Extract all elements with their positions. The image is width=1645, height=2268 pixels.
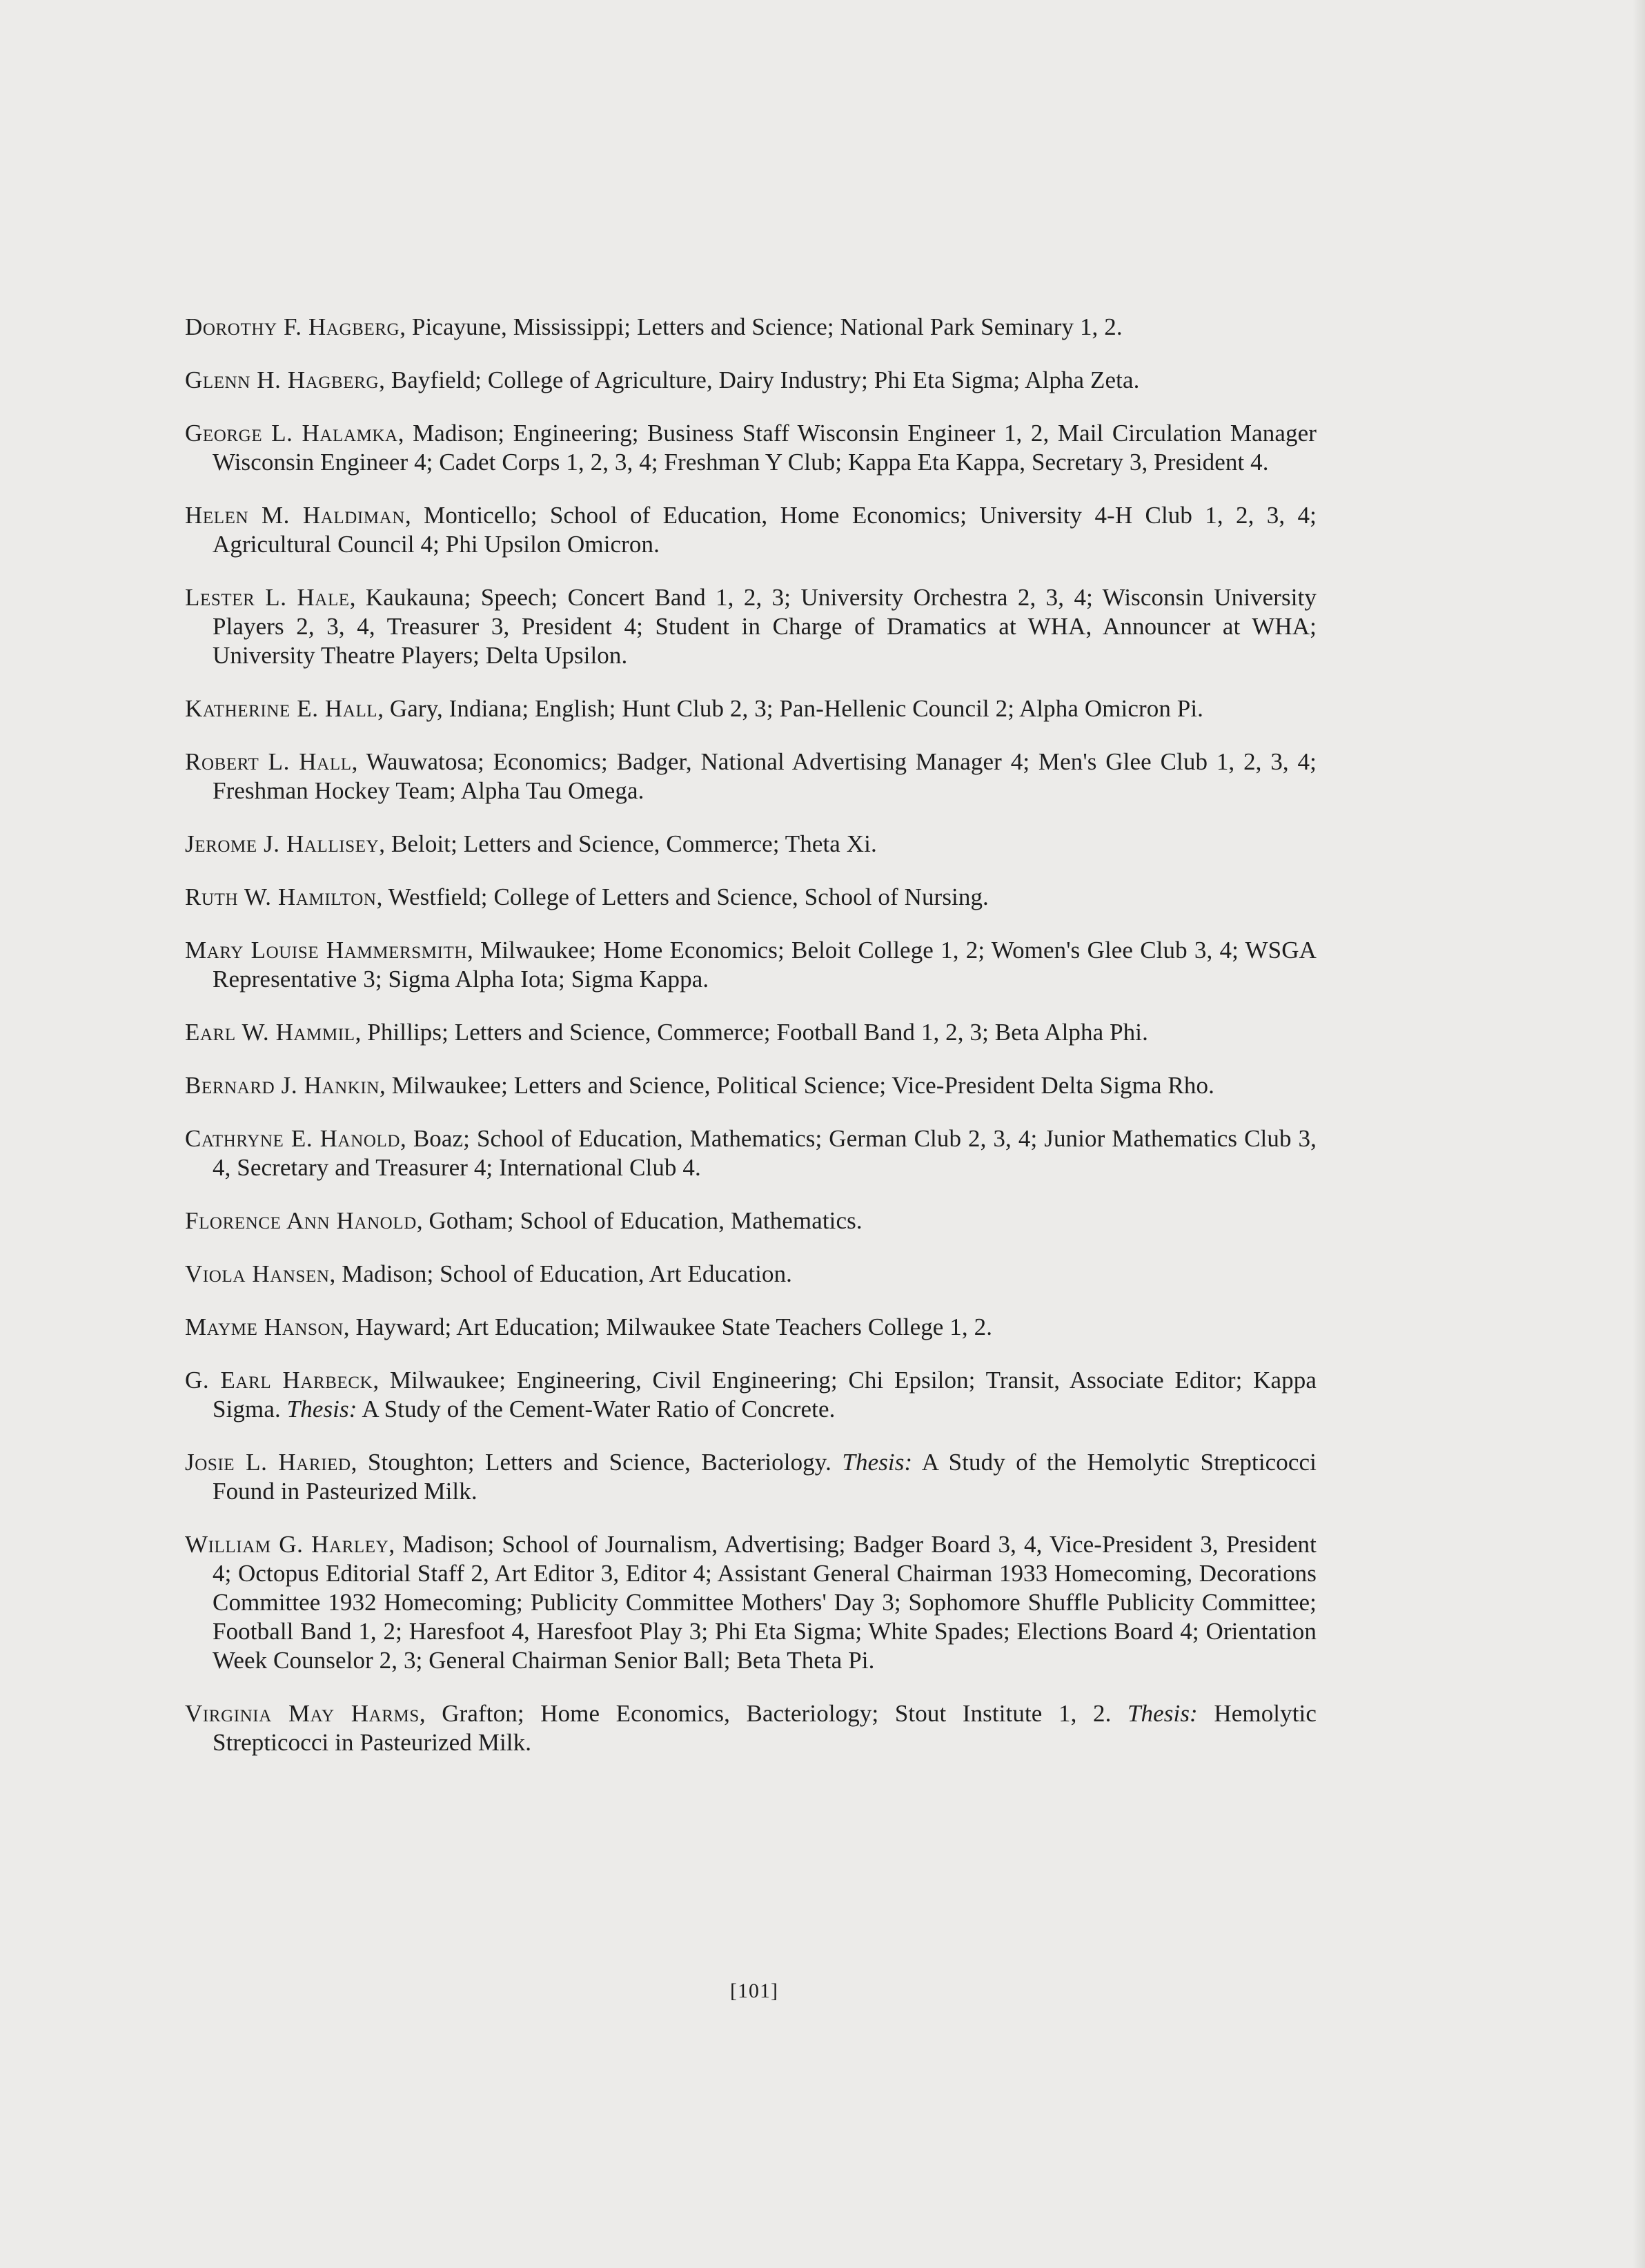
senior-entry	[185, 501, 1317, 559]
senior-entry	[185, 583, 1317, 670]
senior-entry	[185, 747, 1317, 805]
senior-name: Helen M. Haldiman	[185, 502, 405, 529]
senior-name: William G. Harley	[185, 1531, 389, 1558]
senior-name: Josie L. Haried	[185, 1449, 351, 1476]
senior-entry	[185, 1530, 1317, 1675]
senior-name: Mayme Hanson	[185, 1313, 344, 1340]
senior-details: , Gary, Indiana; English; Hunt Club 2, 3; Pan-Hellenic Council 2; Alpha Omicron Pi.	[377, 695, 1204, 722]
senior-entry	[185, 419, 1317, 477]
senior-entry	[185, 1260, 1317, 1289]
thesis-title: A Study of the Cement-Water Ratio of Concrete.	[357, 1396, 836, 1423]
senior-entry	[185, 1366, 1317, 1424]
senior-details: , Picayune, Mississippi; Letters and Science; National Park Seminary 1, 2.	[400, 313, 1123, 340]
thesis-title: A Study of the Hemolytic Strepticocci Found in Pasteurized Milk.	[213, 1449, 1317, 1505]
senior-details: , Milwaukee; Letters and Science, Political Science; Vice-President Delta Sigma Rho.	[380, 1072, 1214, 1099]
senior-details: , Grafton; Home Economics, Bacteriology; Stout Institute 1, 2.	[419, 1700, 1127, 1727]
senior-details: , Madison; Engineering; Business Staff Wisconsin Engineer 1, 2, Mail Circulation Manager Wisconsin Engineer 4; Cadet Corps 1, 2, 3, 4; Freshman Y Club; Kappa Eta Kappa, Secretary 3, President 4.	[213, 420, 1317, 476]
senior-name: Jerome J. Hallisey	[185, 830, 380, 857]
senior-details: , Madison; School of Journalism, Advertising; Badger Board 3, 4, Vice-President 3, President 4; Octopus Editorial Staff 2, Art Editor 3, Editor 4; Assistant General Chairman 1933 Homecoming, Decorations Committee 1932 Homecoming; Publicity Committee Mothers' Day 3; Sophomore Shuffle Publicity Committee; Football Band 1, 2; Haresfoot 4, Haresfoot Play 3; Phi Eta Sigma; White Spades; Elections Board 4; Orientation Week Counselor 2, 3; General Chairman Senior Ball; Beta Theta Pi.	[213, 1531, 1317, 1674]
senior-entry	[185, 1018, 1317, 1047]
senior-details: , Stoughton; Letters and Science, Bacteriology.	[351, 1449, 843, 1476]
thesis-title: Hemolytic Strepticocci in Pasteurized Milk.	[213, 1700, 1317, 1756]
senior-details: , Bayfield; College of Agriculture, Dairy Industry; Phi Eta Sigma; Alpha Zeta.	[379, 366, 1140, 393]
senior-entry	[185, 1699, 1317, 1757]
senior-name: Mary Louise Hammersmith	[185, 937, 468, 964]
senior-name: Katherine E. Hall	[185, 695, 378, 722]
senior-details: , Milwaukee; Home Economics; Beloit College 1, 2; Women's Glee Club 3, 4; WSGA Representative 3; Sigma Alpha Iota; Sigma Kappa.	[213, 937, 1317, 993]
senior-details: , Westfield; College of Letters and Science, School of Nursing.	[376, 883, 989, 910]
thesis-label: Thesis:	[286, 1396, 357, 1423]
senior-details: , Monticello; School of Education, Home Economics; University 4-H Club 1, 2, 3, 4; Agricultural Council 4; Phi Upsilon Omicron.	[213, 502, 1317, 558]
senior-name: Earl W. Hammil	[185, 1019, 355, 1046]
senior-details: , Kaukauna; Speech; Concert Band 1, 2, 3; University Orchestra 2, 3, 4; Wisconsin University Players 2, 3, 4, Treasurer 3, President 4; Student in Charge of Dramatics at WHA, Announcer at WHA; University Theatre Players; Delta Upsilon.	[213, 584, 1317, 669]
senior-name: Glenn H. Hagberg	[185, 366, 380, 393]
senior-name: G. Earl Harbeck	[185, 1367, 373, 1394]
senior-entry	[185, 694, 1317, 723]
senior-name: Bernard J. Hankin	[185, 1072, 380, 1099]
senior-name: Ruth W. Hamilton	[185, 883, 377, 910]
senior-details: , Beloit; Letters and Science, Commerce; Theta Xi.	[379, 830, 877, 857]
senior-details: , Boaz; School of Education, Mathematics; German Club 2, 3, 4; Junior Mathematics Club 3, 4, Secretary and Treasurer 4; International Club 4.	[213, 1125, 1317, 1181]
senior-entry	[185, 1071, 1317, 1100]
senior-name: Virginia May Harms	[185, 1700, 420, 1727]
senior-entries-list	[185, 289, 1317, 1771]
senior-name: Florence Ann Hanold	[185, 1207, 417, 1234]
senior-entry	[185, 1448, 1317, 1506]
senior-entry	[185, 1206, 1317, 1235]
senior-entry	[185, 883, 1317, 912]
senior-entry	[185, 1124, 1317, 1182]
senior-name: George L. Halamka	[185, 420, 398, 447]
page-number: [101]	[730, 1979, 778, 2002]
senior-entry	[185, 313, 1317, 342]
senior-name: Robert L. Hall	[185, 748, 352, 775]
senior-details: , Hayward; Art Education; Milwaukee State Teachers College 1, 2.	[343, 1313, 993, 1340]
senior-details: , Wauwatosa; Economics; Badger, National Advertising Manager 4; Men's Glee Club 1, 2, 3, 4; Freshman Hockey Team; Alpha Tau Omega.	[213, 748, 1317, 804]
thesis-label: Thesis:	[1127, 1700, 1198, 1727]
senior-entry	[185, 830, 1317, 859]
page-edge-shadow	[1633, 0, 1645, 2268]
senior-details: , Gotham; School of Education, Mathematics.	[416, 1207, 863, 1234]
senior-entry	[185, 366, 1317, 395]
senior-details: , Madison; School of Education, Art Education.	[329, 1260, 793, 1287]
senior-entry	[185, 936, 1317, 994]
senior-name: Viola Hansen	[185, 1260, 330, 1287]
senior-details: , Milwaukee; Engineering, Civil Engineering; Chi Epsilon; Transit, Associate Editor; Kappa Sigma.	[213, 1367, 1317, 1423]
senior-name: Dorothy F. Hagberg	[185, 313, 400, 340]
thesis-label: Thesis:	[842, 1449, 913, 1476]
senior-entry	[185, 1313, 1317, 1342]
senior-details: , Phillips; Letters and Science, Commerce; Football Band 1, 2, 3; Beta Alpha Phi.	[355, 1019, 1148, 1046]
senior-name: Cathryne E. Hanold	[185, 1125, 401, 1152]
senior-name: Lester L. Hale	[185, 584, 350, 611]
